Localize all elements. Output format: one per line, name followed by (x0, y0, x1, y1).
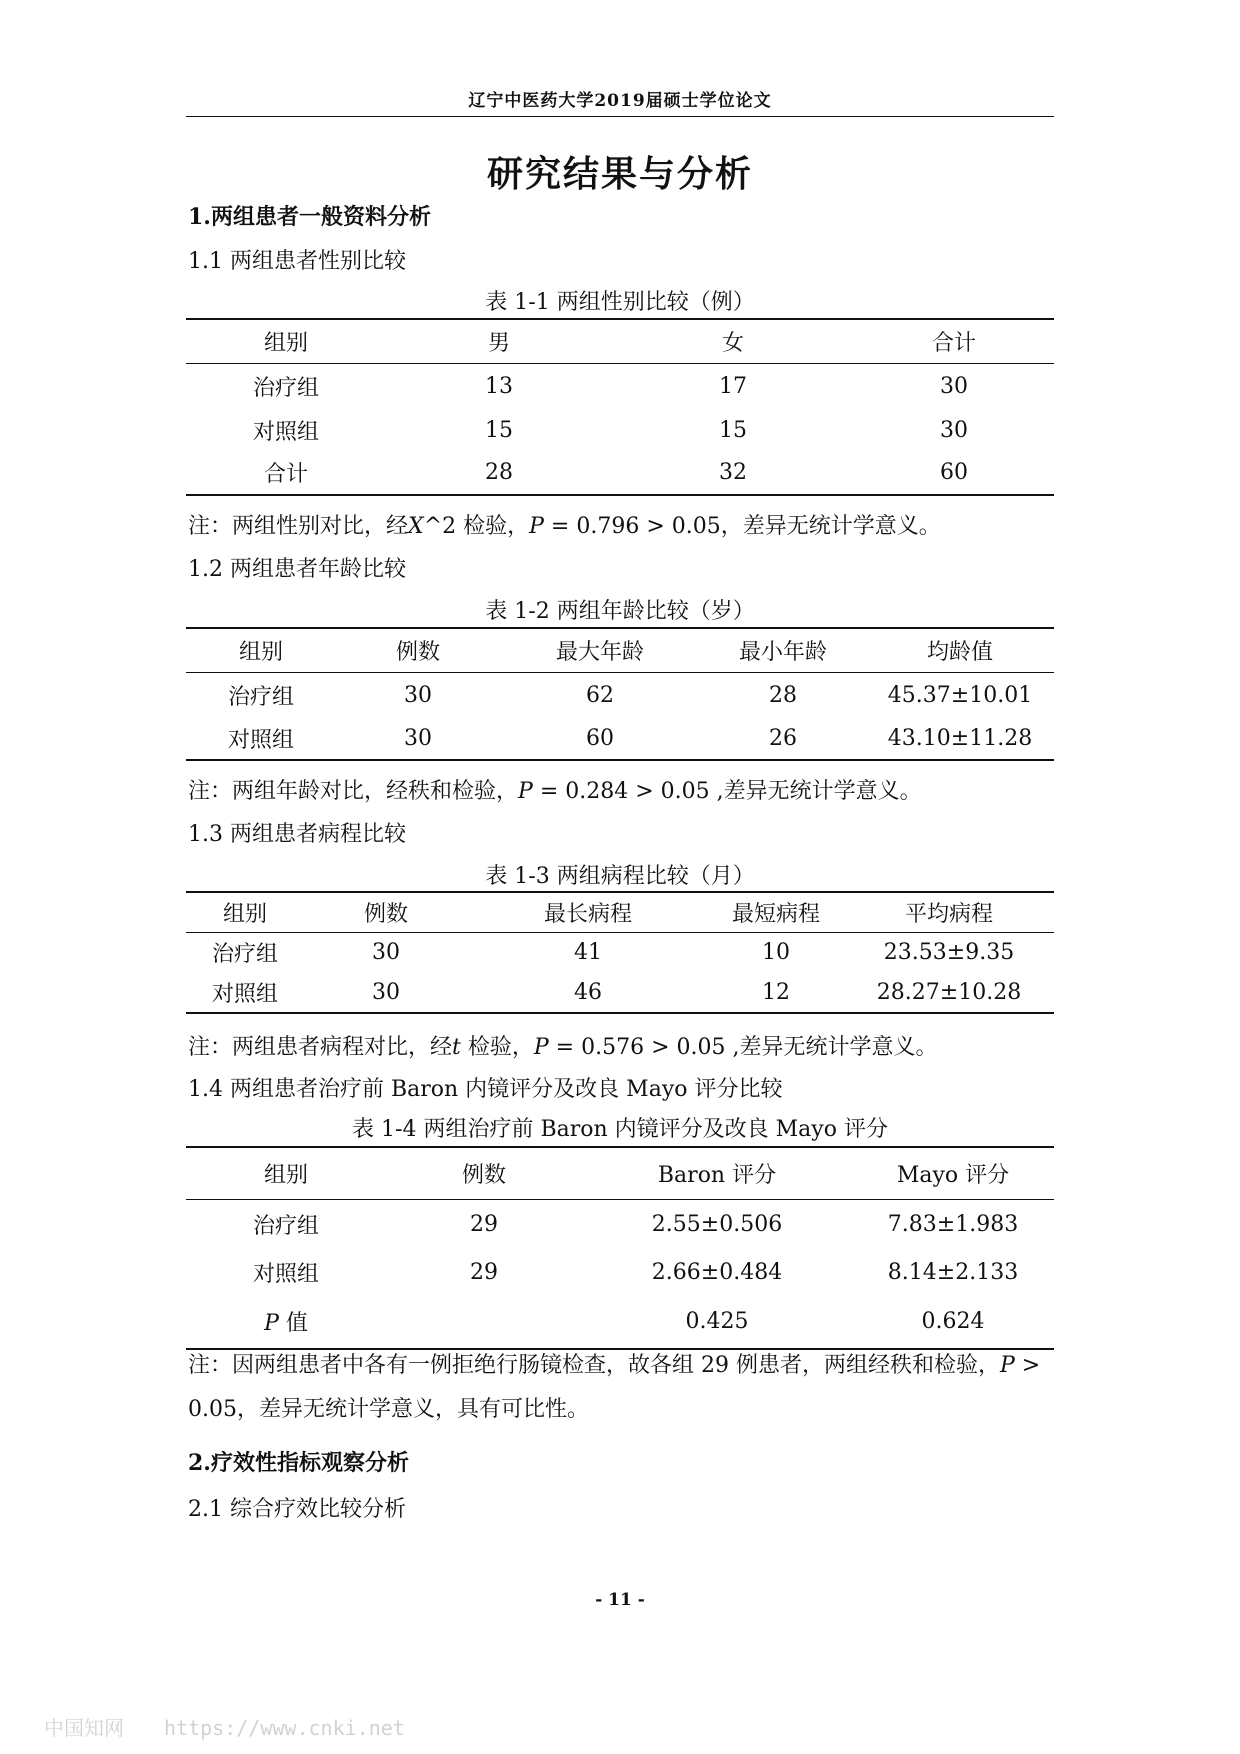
table-cell: 15 (719, 417, 747, 443)
note-p-symbol: P (533, 1035, 549, 1060)
header-cell: 组别 (263, 1162, 308, 1188)
table-cell: 30 (372, 940, 400, 966)
table-cell: 0.425 (685, 1309, 749, 1334)
table-row (186, 1199, 1054, 1249)
header-cell: Baron 评分 (657, 1162, 777, 1188)
subsection-heading-1-3: 1.3 两组患者病程比较 (188, 822, 406, 847)
note-text: 注：两组患者病程对比，经 (188, 1035, 453, 1060)
table-cell: 28.27±10.28 (876, 980, 1022, 1005)
table-cell: 对照组 (227, 728, 294, 753)
table-1-2-caption: 表 1-2 两组年龄比较（岁） (485, 599, 755, 624)
note-p-symbol: P (529, 514, 544, 539)
note-p-symbol: P (518, 779, 533, 804)
table-cell: 2.66±0.484 (651, 1259, 783, 1285)
header-cell: 均龄值 (926, 639, 993, 665)
table-cell: 0.624 (921, 1309, 985, 1334)
chapter-title: 研究结果与分析 (486, 153, 753, 195)
table-1-4 (186, 1146, 1054, 1350)
table-header-row (186, 1147, 1054, 1199)
table-cell: 28 (485, 460, 513, 485)
table-1-1-note (188, 505, 1054, 549)
table-1-4-caption: 表 1-4 两组治疗前 Baron 内镜评分及改良 Mayo 评分 (352, 1117, 888, 1142)
table-cell: 治疗组 (252, 1213, 319, 1239)
subsection-heading-1-1: 1.1 两组患者性别比较 (188, 249, 406, 274)
table-row (186, 718, 1054, 760)
table-1-1-caption: 表 1-1 两组性别比较（例） (485, 290, 755, 315)
table-cell: 2.55±0.506 (651, 1211, 783, 1237)
header-cell: Mayo 评分 (896, 1162, 1010, 1188)
table-cell: 10 (762, 940, 790, 966)
header-cell: 最小年龄 (738, 639, 827, 665)
table-row (186, 973, 1054, 1013)
table-row-p-value (186, 1295, 1054, 1349)
table-row (186, 1249, 1054, 1295)
table-cell: 30 (940, 373, 968, 399)
table-cell: 43.10±11.28 (887, 726, 1033, 751)
header-cell: 组别 (222, 901, 267, 927)
note-text: ^2 检验， (423, 514, 530, 539)
header-cell: 组别 (263, 330, 308, 356)
table-cell: 29 (470, 1259, 498, 1285)
table-cell: 15 (485, 417, 513, 443)
table-1-3-note (188, 1026, 1054, 1070)
table-1-2 (186, 627, 1054, 761)
watermark-text: 中国知网 (44, 1716, 124, 1740)
table-row (186, 932, 1054, 973)
watermark-url: https://www.cnki.net (164, 1716, 405, 1740)
note-p-symbol: P (999, 1353, 1015, 1378)
table-row (186, 363, 1054, 409)
table-cell: 13 (485, 373, 513, 399)
table-cell: 28 (769, 682, 797, 708)
table-row (186, 451, 1054, 495)
table-cell: 62 (586, 682, 614, 708)
table-cell: 合计 (263, 462, 308, 487)
table-1-3 (186, 891, 1054, 1014)
table-cell (186, 1295, 386, 1349)
table-cell: 46 (574, 980, 602, 1005)
header-cell: 例数 (363, 901, 408, 927)
table-cell: 45.37±10.01 (887, 682, 1033, 708)
note-text: > 0.05，差异无统计学意义，具有可比性。 (188, 1353, 1041, 1422)
table-cell: 7.83±1.983 (887, 1211, 1019, 1237)
table-cell: 41 (574, 940, 602, 966)
section-heading-1: 1.两组患者一般资料分析 (188, 204, 431, 230)
table-cell: 30 (404, 726, 432, 751)
header-cell: 女 (721, 330, 744, 356)
table-cell: 对照组 (252, 419, 319, 445)
table-cell: 治疗组 (252, 375, 319, 401)
header-cell: 最大年龄 (555, 639, 644, 665)
table-cell: 治疗组 (227, 684, 294, 710)
note-text: = 0.796 > 0.05，差异无统计学意义。 (543, 514, 941, 539)
table-cell: 12 (762, 980, 790, 1005)
table-cell: 23.53±9.35 (883, 940, 1015, 966)
header-cell: 平均病程 (904, 901, 993, 927)
table-cell: 30 (372, 980, 400, 1005)
header-rule (186, 116, 1054, 117)
table-cell: 30 (404, 682, 432, 708)
header-cell: 例数 (395, 639, 440, 665)
table-1-3-caption: 表 1-3 两组病程比较（月） (485, 864, 755, 889)
table-header-row (186, 319, 1054, 363)
page-number: - 11 - (595, 1590, 645, 1610)
table-cell: 32 (719, 460, 747, 485)
table-1-4-note (188, 1344, 1054, 1432)
header-cell: 最短病程 (731, 901, 820, 927)
header-cell: 男 (487, 330, 510, 356)
table-1-1 (186, 318, 1054, 496)
note-text: = 0.576 > 0.05 ,差异无统计学意义。 (548, 1035, 938, 1060)
cnki-watermark (44, 1712, 445, 1741)
note-t-symbol: t (452, 1035, 461, 1060)
note-text: 注：因两组患者中各有一例拒绝行肠镜检查，故各组 29 例患者，两组经秩和检验， (188, 1353, 1000, 1378)
table-row (186, 672, 1054, 718)
table-cell: 对照组 (211, 982, 278, 1007)
running-header: 辽宁中医药大学2019届硕士学位论文 (468, 91, 772, 111)
subsection-heading-2-1: 2.1 综合疗效比较分析 (188, 1497, 406, 1522)
note-text: = 0.284 > 0.05 ,差异无统计学意义。 (532, 779, 922, 804)
note-text: 检验， (460, 1035, 534, 1060)
subsection-heading-1-4: 1.4 两组患者治疗前 Baron 内镜评分及改良 Mayo 评分比较 (188, 1077, 783, 1102)
table-row (186, 409, 1054, 451)
table-cell: 30 (940, 417, 968, 443)
table-1-2-note (188, 770, 1054, 814)
subsection-heading-1-2: 1.2 两组患者年龄比较 (188, 557, 406, 582)
note-text: 注：两组年龄对比，经秩和检验， (188, 779, 519, 804)
header-cell: 合计 (931, 330, 976, 356)
header-cell: 组别 (238, 639, 283, 665)
table-cell: 60 (586, 726, 614, 751)
table-cell: 29 (470, 1211, 498, 1237)
table-cell: 8.14±2.133 (887, 1259, 1019, 1285)
p-symbol: P (264, 1311, 279, 1336)
table-cell (386, 1295, 582, 1349)
header-cell: 最长病程 (543, 901, 632, 927)
section-heading-2: 2.疗效性指标观察分析 (188, 1450, 409, 1476)
table-cell: 治疗组 (211, 942, 278, 968)
table-cell: 17 (719, 373, 747, 399)
table-cell: 对照组 (252, 1261, 319, 1287)
header-cell: 例数 (461, 1162, 506, 1188)
table-cell: 26 (769, 726, 797, 751)
table-cell: 60 (940, 460, 968, 485)
table-header-row (186, 892, 1054, 932)
p-value-label: 值 (278, 1311, 308, 1336)
note-text: 注：两组性别对比，经 (188, 514, 409, 539)
note-variable: X (408, 514, 424, 539)
table-header-row (186, 628, 1054, 672)
